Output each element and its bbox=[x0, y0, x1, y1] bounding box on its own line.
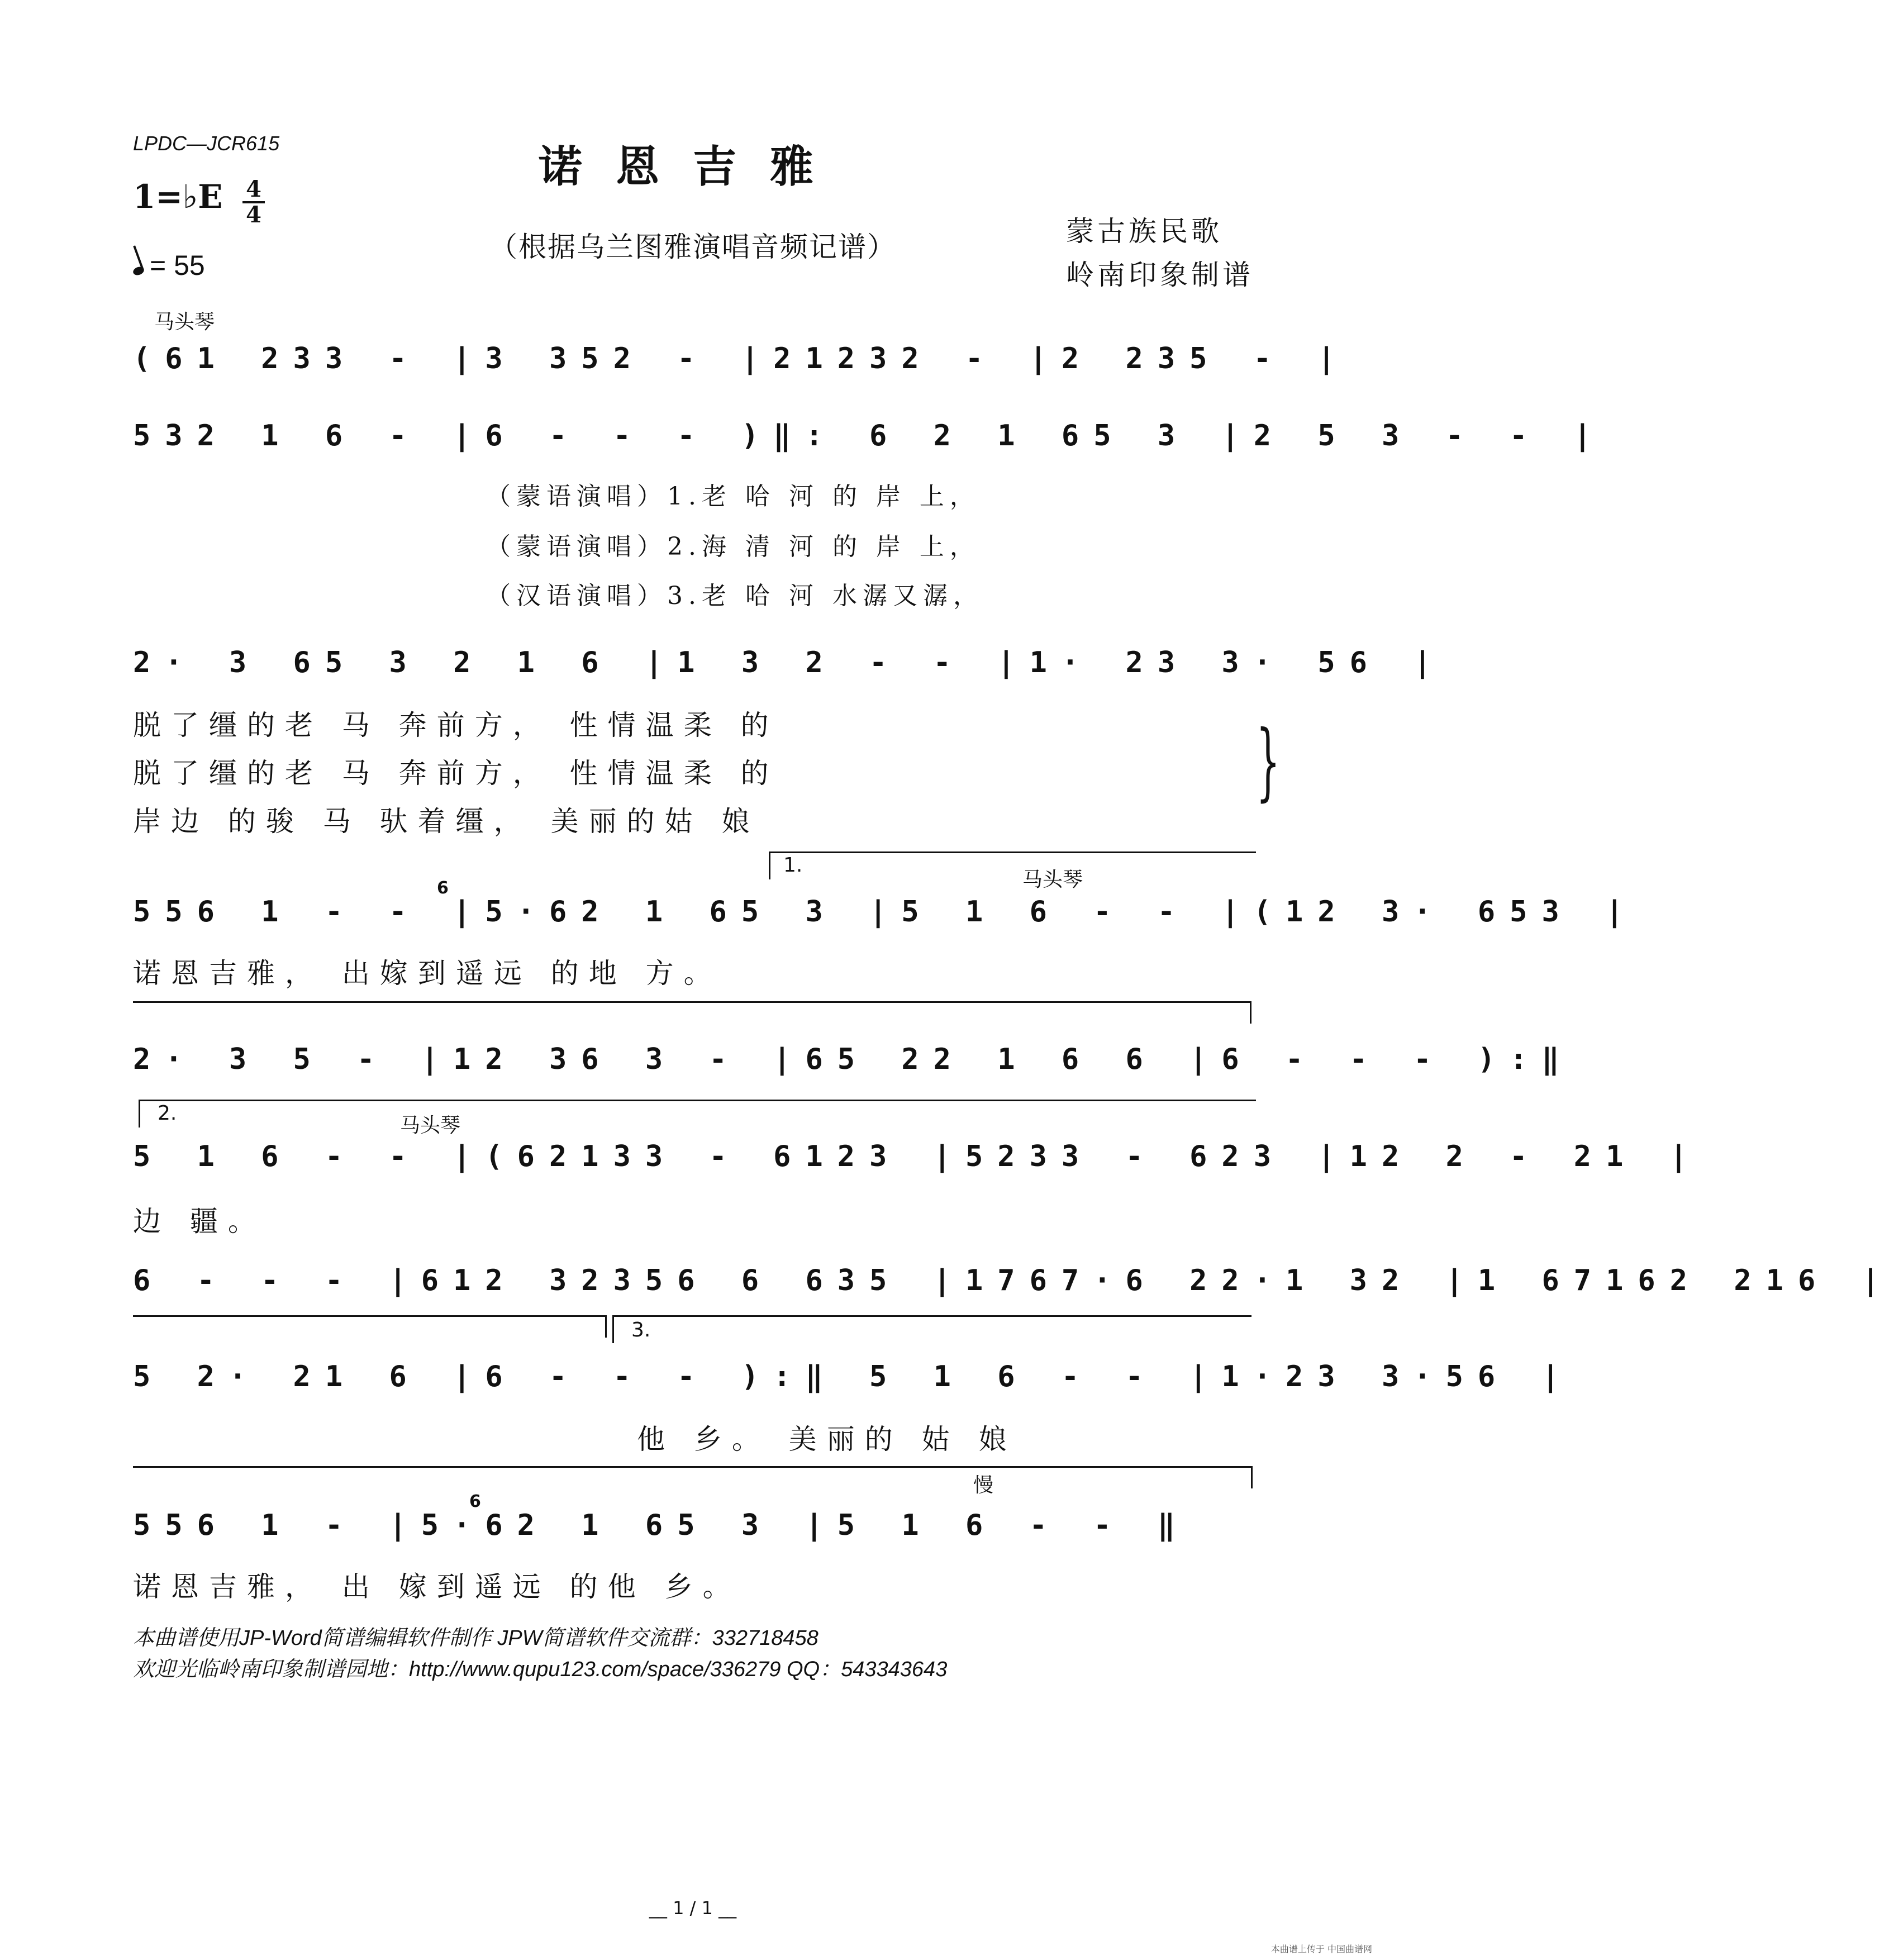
instrument-label: 马头琴 bbox=[154, 311, 215, 334]
lyric-line-3c: 岸边 的骏 马 驮着缰， 美丽的姑 娘 bbox=[133, 805, 760, 838]
volta-3-label: 3. bbox=[631, 1319, 651, 1341]
grace-note-1: 6 bbox=[437, 878, 449, 898]
score-line-8: 5 2· 21 6 |6 - - - ):‖ 5 1 6 - - |1·23 3·56 | bbox=[133, 1360, 1574, 1393]
volta-1-line bbox=[769, 851, 1256, 853]
verse-3-intro: （汉语演唱）3.老 哈 河 水潺又潺， bbox=[486, 582, 983, 610]
time-signature bbox=[241, 178, 266, 227]
score-line-3: 2· 3 65 3 2 1 6 |1 3 2 - - |1· 23 3· 56 | bbox=[133, 646, 1446, 679]
score-line-2: 532 1 6 - |6 - - - )‖: 6 2 1 65 3 |2 5 3 - - | bbox=[133, 419, 1606, 453]
key-signature: 1=♭E bbox=[133, 178, 223, 216]
grace-note-2: 6 bbox=[469, 1492, 481, 1511]
volta-1-bracket bbox=[769, 851, 770, 879]
volta-1-continue bbox=[133, 1001, 1251, 1003]
quarter-note-icon bbox=[132, 265, 145, 277]
volta-2-label: 2. bbox=[158, 1102, 177, 1125]
volta-2-bracket bbox=[139, 1100, 140, 1128]
slow-marking: 慢 bbox=[973, 1474, 994, 1497]
volta-3-bracket bbox=[612, 1315, 614, 1343]
subtitle: （根据乌兰图雅演唱音频记谱） bbox=[489, 231, 896, 263]
score-line-1: (61 233 - |3 352 - |21232 - |2 235 - | bbox=[133, 342, 1350, 375]
volta-1-end bbox=[1250, 1001, 1251, 1024]
volta-2-line bbox=[139, 1100, 1256, 1101]
page-number: __ 1 / 1 __ bbox=[649, 1897, 737, 1919]
tempo-value: = 55 bbox=[150, 250, 205, 281]
score-line-5: 2· 3 5 - |12 36 3 - |65 22 1 6 6 |6 - - - ):‖ bbox=[133, 1043, 1574, 1076]
score-line-4: 556 1 - - |5·62 1 65 3 |5 1 6 - - |(12 3· 653 | bbox=[133, 895, 1638, 929]
verse-1-intro: （蒙语演唱）1.老 哈 河 的 岸 上， bbox=[486, 482, 980, 511]
song-title: 诺恩吉雅 bbox=[538, 141, 847, 192]
credit-origin: 蒙古族民歌 bbox=[1066, 215, 1222, 248]
lyric-line-3a: 脱了缰的老 马 奔前方， 性情温柔 的 bbox=[133, 709, 779, 741]
lyric-line-4: 诺恩吉雅， 出嫁到遥远 的地 方。 bbox=[133, 957, 722, 989]
volta-3-line bbox=[612, 1315, 1251, 1317]
instrument-label-2: 马头琴 bbox=[1022, 868, 1083, 891]
lyric-line-6: 边 疆。 bbox=[133, 1205, 266, 1238]
time-sig-bottom: 4 bbox=[246, 202, 261, 228]
verse-2-intro: （蒙语演唱）2.海 清 河 的 岸 上， bbox=[486, 532, 980, 561]
score-line-6: 5 1 6 - - |(62133 - 6123 |5233 - 623 |12 2 - 21 | bbox=[133, 1140, 1702, 1173]
volta-3-end bbox=[1251, 1466, 1253, 1488]
lyric-line-9: 诺恩吉雅， 出 嫁到遥远 的他 乡。 bbox=[133, 1571, 741, 1603]
verse-brace: } bbox=[1256, 713, 1281, 810]
lyric-line-8: 他 乡。 美丽的 姑 娘 bbox=[637, 1423, 1017, 1455]
volta-1-label: 1. bbox=[783, 854, 803, 877]
footer-software: 本曲谱使用JP-Word简谱编辑软件制作 JPW简谱软件交流群：332718458 bbox=[133, 1626, 818, 1650]
volta-3-continue bbox=[133, 1466, 1253, 1468]
score-line-9: 556 1 - |5·62 1 65 3 |5 1 6 - - ‖ bbox=[133, 1509, 1190, 1542]
site-watermark: 本曲谱上传于 中国曲谱网 bbox=[1270, 1944, 1372, 1954]
footer-website: 欢迎光临岭南印象制谱园地：http://www.qupu123.com/space/336279 QQ：543343643 bbox=[133, 1658, 948, 1681]
score-code: LPDC—JCR615 bbox=[133, 132, 280, 155]
lyric-line-3b: 脱了缰的老 马 奔前方， 性情温柔 的 bbox=[133, 757, 779, 789]
time-sig-top: 4 bbox=[246, 176, 261, 202]
volta-2-continue bbox=[133, 1315, 607, 1317]
score-line-7: 6 - - - |612 32356 6 635 |1767·6 22·1 32 |1 67162 216 | bbox=[133, 1264, 1894, 1297]
volta-2-end bbox=[605, 1315, 607, 1338]
credit-arranger: 岭南印象制谱 bbox=[1066, 259, 1254, 291]
instrument-label-3: 马头琴 bbox=[400, 1114, 461, 1137]
